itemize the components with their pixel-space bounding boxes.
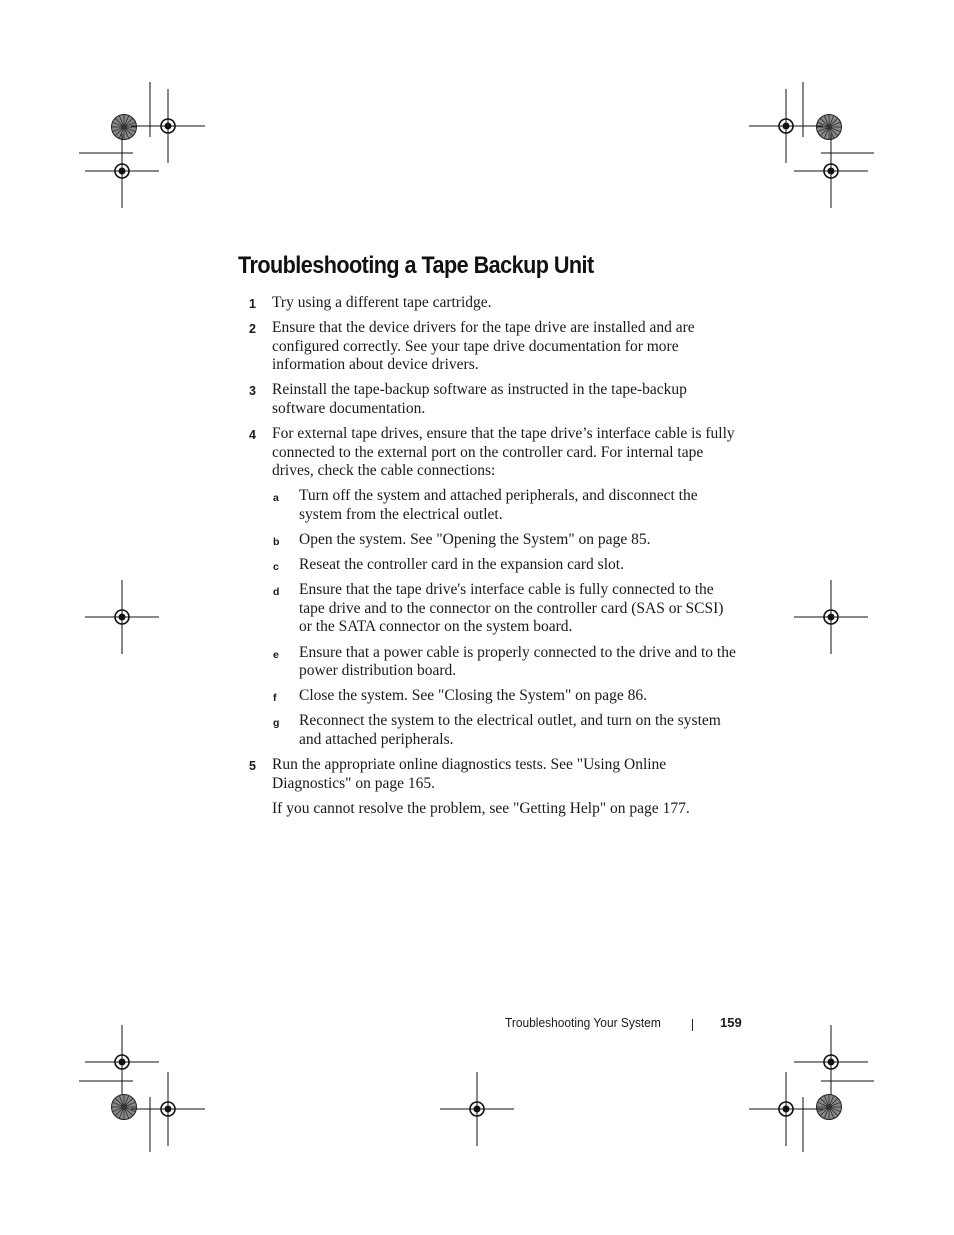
footer-divider <box>692 1019 693 1031</box>
substep-text: Ensure that a power cable is properly connected to the drive and to the power distribution board. <box>299 643 736 680</box>
step-text: Reinstall the tape-backup software as instructed in the tape-backup software documentation. <box>272 381 687 417</box>
page-number: 159 <box>720 1015 742 1030</box>
substep-letter: a <box>273 492 279 505</box>
step-number: 2 <box>249 322 256 337</box>
step-3 <box>238 381 738 418</box>
substep-text: Reconnect the system to the electrical outlet, and turn on the system and attached peripherals. <box>299 712 721 748</box>
substep-d <box>238 581 738 637</box>
step-number: 3 <box>249 384 256 399</box>
substep-letter: c <box>273 561 279 574</box>
closing-note: If you cannot resolve the problem, see "Getting Help" on page 177. <box>272 799 690 817</box>
footer-section-title: Troubleshooting Your System <box>505 1015 661 1030</box>
substep-letter: g <box>273 717 280 730</box>
step-1 <box>238 294 738 313</box>
substep-text: Turn off the system and attached peripherals, and disconnect the system from the electrical outlet. <box>299 487 698 523</box>
substep-g <box>238 712 738 749</box>
substep-b <box>238 531 738 550</box>
section-heading: Troubleshooting a Tape Backup Unit <box>238 252 594 279</box>
step-text: For external tape drives, ensure that the tape drive’s interface cable is fully connected to the external port on the controller card. For internal tape drives, check the cable connections: <box>272 425 735 480</box>
substep-c <box>238 556 738 575</box>
step-4 <box>238 425 738 749</box>
substep-letter: f <box>273 692 277 705</box>
substep-list <box>238 487 738 749</box>
substep-text: Close the system. See "Closing the System" on page 86. <box>299 687 648 705</box>
substep-a <box>238 487 738 524</box>
step-5 <box>238 756 738 793</box>
substep-letter: d <box>273 586 280 599</box>
troubleshooting-steps <box>238 294 738 818</box>
substep-text: Reseat the controller card in the expansion card slot. <box>299 556 624 574</box>
step-2 <box>238 319 738 375</box>
step-text: Try using a different tape cartridge. <box>272 294 492 311</box>
substep-letter: e <box>273 648 279 661</box>
step-number: 4 <box>249 428 256 443</box>
page-footer <box>505 1015 742 1030</box>
step-text: Run the appropriate online diagnostics tests. See "Using Online Diagnostics" on page 165. <box>272 755 667 792</box>
step-number: 5 <box>249 758 256 773</box>
substep-e <box>238 644 738 681</box>
step-number: 1 <box>249 297 256 311</box>
substep-letter: b <box>273 536 280 549</box>
substep-text: Open the system. See "Opening the System" on page 85. <box>299 531 651 549</box>
substep-f <box>238 687 738 706</box>
substep-text: Ensure that the tape drive's interface cable is fully connected to the tape drive and to the connector on the controller card (SAS or SCSI) or the SATA connector on the system board. <box>299 581 724 636</box>
step-text: Ensure that the device drivers for the tape drive are installed and are configured correctly. See your tape drive documentation for more information about device drivers. <box>272 319 695 374</box>
